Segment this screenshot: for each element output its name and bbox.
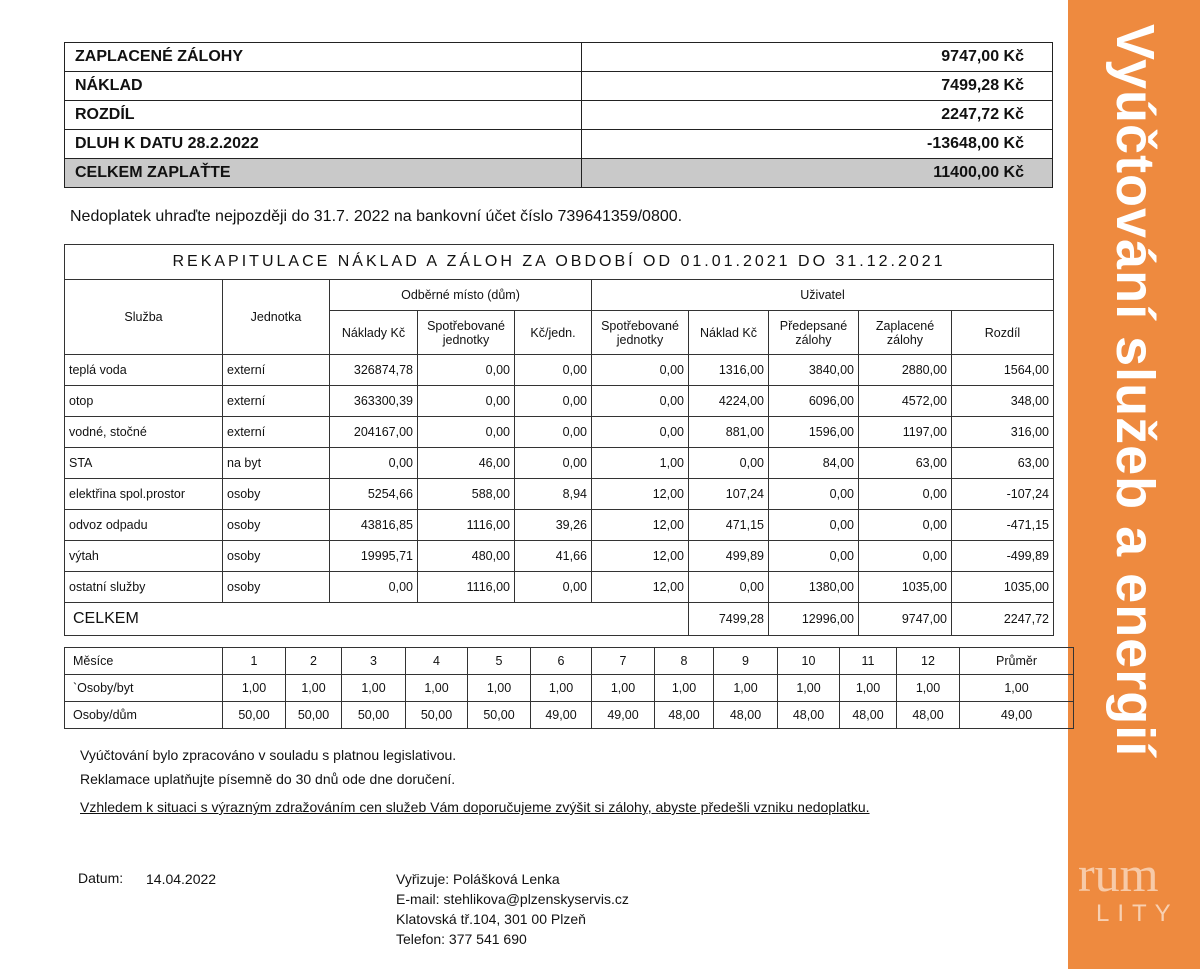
month-value: 1,00 bbox=[840, 675, 897, 702]
recap-cell: 363300,39 bbox=[330, 386, 418, 417]
service-unit: na byt bbox=[223, 448, 330, 479]
service-name: ostatní služby bbox=[65, 572, 223, 603]
month-value: 49,00 bbox=[531, 702, 592, 729]
recap-row bbox=[65, 448, 1054, 479]
service-unit: osoby bbox=[223, 479, 330, 510]
recap-cell: 0,00 bbox=[418, 417, 515, 448]
recap-cell: 0,00 bbox=[859, 479, 952, 510]
month-value: 49,00 bbox=[592, 702, 655, 729]
month-value: 50,00 bbox=[468, 702, 531, 729]
side-title: Vyúčtování služeb a energií bbox=[1105, 24, 1165, 758]
month-value: 1,00 bbox=[714, 675, 778, 702]
recap-cell: 471,15 bbox=[689, 510, 769, 541]
recap-cell: 1596,00 bbox=[769, 417, 859, 448]
contact-line: Vyřizuje: Polášková Lenka bbox=[396, 871, 560, 887]
summary-label: ROZDÍL bbox=[65, 101, 582, 130]
service-name: teplá voda bbox=[65, 355, 223, 386]
month-number: 12 bbox=[897, 648, 960, 675]
summary-label: DLUH K DATU 28.2.2022 bbox=[65, 130, 582, 159]
recap-cell: 5254,66 bbox=[330, 479, 418, 510]
header-group-place: Odběrné místo (dům) bbox=[330, 280, 592, 311]
month-number: 7 bbox=[592, 648, 655, 675]
note-line: Vyúčtování bylo zpracováno v souladu s platnou legislativou. bbox=[80, 747, 457, 763]
service-unit: externí bbox=[223, 355, 330, 386]
month-value: 1,00 bbox=[468, 675, 531, 702]
header-cell: Zaplacené zálohy bbox=[859, 311, 952, 355]
recap-cell: 0,00 bbox=[769, 479, 859, 510]
month-value: 1,00 bbox=[406, 675, 468, 702]
watermark-sub: LITY bbox=[1096, 900, 1179, 927]
header-cell: Rozdíl bbox=[952, 311, 1054, 355]
recap-cell: 0,00 bbox=[515, 355, 592, 386]
service-unit: externí bbox=[223, 417, 330, 448]
average-label: Průměr bbox=[960, 648, 1074, 675]
recap-cell: 1035,00 bbox=[859, 572, 952, 603]
recap-cell: 316,00 bbox=[952, 417, 1054, 448]
note-line-underlined: Vzhledem k situaci s výrazným zdražováním cen služeb Vám doporučujeme zvýšit si zálohy, abyste předešli vzniku nedoplatku. bbox=[80, 799, 870, 815]
recap-cell: 41,66 bbox=[515, 541, 592, 572]
recap-cell: 4224,00 bbox=[689, 386, 769, 417]
recap-cell: 0,00 bbox=[769, 510, 859, 541]
recap-cell: 348,00 bbox=[952, 386, 1054, 417]
recap-cell: 0,00 bbox=[769, 541, 859, 572]
recap-cell: 0,00 bbox=[689, 572, 769, 603]
header-cell: Spotřebované jednotky bbox=[592, 311, 689, 355]
contact-block bbox=[396, 869, 629, 949]
recap-cell: 588,00 bbox=[418, 479, 515, 510]
total-cell: 12996,00 bbox=[769, 603, 859, 636]
month-value: 1,00 bbox=[897, 675, 960, 702]
recap-cell: 43816,85 bbox=[330, 510, 418, 541]
summary-row bbox=[65, 130, 1053, 159]
months-header-row bbox=[65, 648, 1074, 675]
service-unit: osoby bbox=[223, 510, 330, 541]
months-row bbox=[65, 702, 1074, 729]
month-value: 1,00 bbox=[223, 675, 286, 702]
recap-cell: 0,00 bbox=[592, 386, 689, 417]
total-cell: 2247,72 bbox=[952, 603, 1054, 636]
contact-line: Klatovská tř.104, 301 00 Plzeň bbox=[396, 911, 586, 927]
contact-line: Telefon: 377 541 690 bbox=[396, 931, 527, 947]
recap-cell: 204167,00 bbox=[330, 417, 418, 448]
recap-cell: 1116,00 bbox=[418, 510, 515, 541]
months-row bbox=[65, 675, 1074, 702]
month-value: 50,00 bbox=[223, 702, 286, 729]
recap-cell: -471,15 bbox=[952, 510, 1054, 541]
recap-cell: 3840,00 bbox=[769, 355, 859, 386]
recap-row bbox=[65, 510, 1054, 541]
recap-total-row bbox=[65, 603, 1054, 636]
recap-cell: 0,00 bbox=[859, 510, 952, 541]
month-number: 10 bbox=[778, 648, 840, 675]
month-number: 8 bbox=[655, 648, 714, 675]
recap-row bbox=[65, 386, 1054, 417]
average-value: 1,00 bbox=[960, 675, 1074, 702]
recap-cell: 12,00 bbox=[592, 572, 689, 603]
header-cell: Náklad Kč bbox=[689, 311, 769, 355]
month-value: 50,00 bbox=[406, 702, 468, 729]
header-cell: Náklady Kč bbox=[330, 311, 418, 355]
month-value: 48,00 bbox=[778, 702, 840, 729]
service-name: STA bbox=[65, 448, 223, 479]
recap-cell: 63,00 bbox=[952, 448, 1054, 479]
recap-cell: 1380,00 bbox=[769, 572, 859, 603]
watermark-logo: rum bbox=[1078, 846, 1159, 902]
month-number: 1 bbox=[223, 648, 286, 675]
header-service: Služba bbox=[65, 280, 223, 355]
month-number: 11 bbox=[840, 648, 897, 675]
recap-cell: 0,00 bbox=[418, 355, 515, 386]
recap-cell: 326874,78 bbox=[330, 355, 418, 386]
recap-cell: 0,00 bbox=[592, 417, 689, 448]
recap-cell: 0,00 bbox=[859, 541, 952, 572]
recap-cell: 1035,00 bbox=[952, 572, 1054, 603]
service-unit: osoby bbox=[223, 541, 330, 572]
recap-row bbox=[65, 355, 1054, 386]
month-value: 1,00 bbox=[778, 675, 840, 702]
recap-cell: 19995,71 bbox=[330, 541, 418, 572]
month-value: 50,00 bbox=[286, 702, 342, 729]
recap-cell: 12,00 bbox=[592, 541, 689, 572]
month-number: 2 bbox=[286, 648, 342, 675]
summary-label: CELKEM ZAPLAŤTE bbox=[65, 159, 582, 188]
service-name: vodné, stočné bbox=[65, 417, 223, 448]
recap-cell: 4572,00 bbox=[859, 386, 952, 417]
service-name: elektřina spol.prostor bbox=[65, 479, 223, 510]
header-group-user: Uživatel bbox=[592, 280, 1054, 311]
recap-cell: 881,00 bbox=[689, 417, 769, 448]
month-value: 48,00 bbox=[840, 702, 897, 729]
total-cell: 9747,00 bbox=[859, 603, 952, 636]
recap-cell: -499,89 bbox=[952, 541, 1054, 572]
recap-cell: 1,00 bbox=[592, 448, 689, 479]
header-unit: Jednotka bbox=[223, 280, 330, 355]
summary-row bbox=[65, 101, 1053, 130]
date-value: 14.04.2022 bbox=[146, 871, 217, 887]
recap-cell: 0,00 bbox=[515, 448, 592, 479]
recap-row bbox=[65, 541, 1054, 572]
recap-row bbox=[65, 417, 1054, 448]
recap-cell: 0,00 bbox=[515, 417, 592, 448]
recap-table bbox=[64, 244, 1054, 636]
recap-cell: 1116,00 bbox=[418, 572, 515, 603]
service-unit: osoby bbox=[223, 572, 330, 603]
months-table bbox=[64, 647, 1074, 729]
summary-row bbox=[65, 72, 1053, 101]
contact-line: E-mail: stehlikova@plzenskyservis.cz bbox=[396, 891, 629, 907]
recap-cell: 6096,00 bbox=[769, 386, 859, 417]
recap-cell: 46,00 bbox=[418, 448, 515, 479]
recap-cell: 2880,00 bbox=[859, 355, 952, 386]
recap-cell: 1197,00 bbox=[859, 417, 952, 448]
month-number: 4 bbox=[406, 648, 468, 675]
recap-row bbox=[65, 572, 1054, 603]
recap-cell: 499,89 bbox=[689, 541, 769, 572]
notes bbox=[80, 743, 870, 819]
header-cell: Spotřebované jednotky bbox=[418, 311, 515, 355]
recap-cell: 0,00 bbox=[330, 448, 418, 479]
summary-value: 7499,28 Kč bbox=[582, 72, 1053, 101]
note-line: Reklamace uplatňujte písemně do 30 dnů ode dne doručení. bbox=[80, 771, 456, 787]
header-cell: Předepsané zálohy bbox=[769, 311, 859, 355]
average-value: 49,00 bbox=[960, 702, 1074, 729]
months-label: Měsíce bbox=[65, 648, 223, 675]
month-value: 1,00 bbox=[655, 675, 714, 702]
month-value: 50,00 bbox=[342, 702, 406, 729]
date-label: Datum: bbox=[78, 870, 124, 886]
summary-total-row bbox=[65, 159, 1053, 188]
month-number: 5 bbox=[468, 648, 531, 675]
header-cell: Kč/jedn. bbox=[515, 311, 592, 355]
month-value: 1,00 bbox=[342, 675, 406, 702]
row-label: `Osoby/byt bbox=[65, 675, 223, 702]
recap-cell: 1316,00 bbox=[689, 355, 769, 386]
summary-value: 11400,00 Kč bbox=[582, 159, 1053, 188]
payment-notice: Nedoplatek uhraďte nejpozději do 31.7. 2022 na bankovní účet číslo 739641359/0800. bbox=[70, 208, 683, 225]
row-label: Osoby/dům bbox=[65, 702, 223, 729]
summary-value: -13648,00 Kč bbox=[582, 130, 1053, 159]
recap-cell: 480,00 bbox=[418, 541, 515, 572]
month-number: 6 bbox=[531, 648, 592, 675]
total-cell: 7499,28 bbox=[689, 603, 769, 636]
month-value: 1,00 bbox=[531, 675, 592, 702]
recap-cell: 1564,00 bbox=[952, 355, 1054, 386]
recap-cell: 12,00 bbox=[592, 479, 689, 510]
month-number: 9 bbox=[714, 648, 778, 675]
recap-total-label: CELKEM bbox=[65, 603, 689, 636]
month-value: 48,00 bbox=[655, 702, 714, 729]
recap-cell: 63,00 bbox=[859, 448, 952, 479]
month-value: 48,00 bbox=[897, 702, 960, 729]
recap-cell: 0,00 bbox=[689, 448, 769, 479]
service-name: otop bbox=[65, 386, 223, 417]
summary-value: 9747,00 Kč bbox=[582, 43, 1053, 72]
month-value: 1,00 bbox=[286, 675, 342, 702]
month-value: 1,00 bbox=[592, 675, 655, 702]
recap-cell: 0,00 bbox=[330, 572, 418, 603]
summary-label: ZAPLACENÉ ZÁLOHY bbox=[65, 43, 582, 72]
recap-cell: 0,00 bbox=[515, 386, 592, 417]
recap-cell: 39,26 bbox=[515, 510, 592, 541]
service-unit: externí bbox=[223, 386, 330, 417]
recap-cell: 107,24 bbox=[689, 479, 769, 510]
recap-cell: 12,00 bbox=[592, 510, 689, 541]
service-name: výtah bbox=[65, 541, 223, 572]
recap-cell: 0,00 bbox=[418, 386, 515, 417]
summary-row bbox=[65, 43, 1053, 72]
summary-label: NÁKLAD bbox=[65, 72, 582, 101]
month-value: 48,00 bbox=[714, 702, 778, 729]
recap-cell: 84,00 bbox=[769, 448, 859, 479]
month-number: 3 bbox=[342, 648, 406, 675]
recap-title: REKAPITULACE NÁKLAD A ZÁLOH ZA OBDOBÍ OD 01.01.2021 DO 31.12.2021 bbox=[65, 245, 1054, 280]
recap-cell: 8,94 bbox=[515, 479, 592, 510]
recap-row bbox=[65, 479, 1054, 510]
summary-table bbox=[64, 42, 1053, 188]
recap-cell: -107,24 bbox=[952, 479, 1054, 510]
service-name: odvoz odpadu bbox=[65, 510, 223, 541]
summary-value: 2247,72 Kč bbox=[582, 101, 1053, 130]
recap-cell: 0,00 bbox=[592, 355, 689, 386]
recap-cell: 0,00 bbox=[515, 572, 592, 603]
